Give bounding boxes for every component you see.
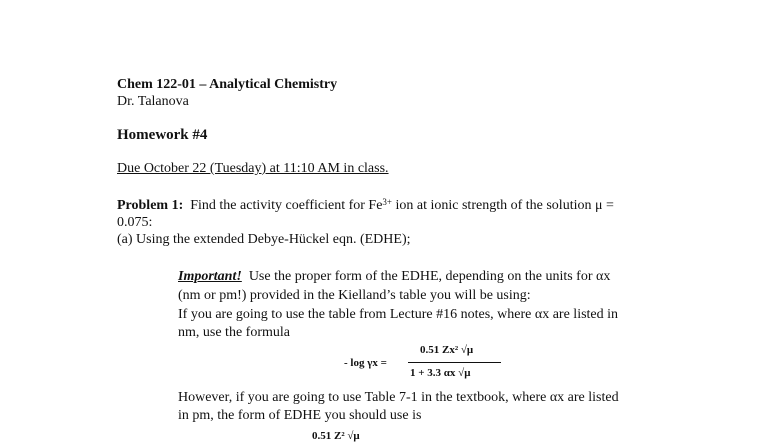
formula1-lhs: - log γx =	[344, 357, 387, 369]
formula2-numerator: 0.51 Z² √μ	[312, 430, 360, 442]
due-date: Due October 22 (Tuesday) at 11:10 AM in class.	[117, 161, 389, 176]
note-line3: If you are going to use the table from Lecture #16 notes, where αx are listed in	[178, 307, 619, 322]
note-line4: nm, use the formula	[178, 325, 290, 340]
note-line1-rest: Use the proper form of the EDHE, depending on the units for αx	[248, 269, 611, 284]
charge-superscript: 3+	[382, 197, 392, 207]
problem1-label: Problem 1:	[117, 198, 184, 213]
problem1-part-a: (a) Using the extended Debye-Hückel eqn. (EDHE);	[117, 232, 411, 247]
problem1-text-a: Find the activity coefficient for Fe	[190, 198, 383, 213]
note-line1	[178, 268, 610, 285]
course-title: Chem 122-01 – Analytical Chemistry	[117, 77, 338, 92]
problem1-line2: 0.075:	[117, 215, 153, 230]
instructor-name: Dr. Talanova	[117, 94, 189, 109]
note-line2: (nm or pm!) provided in the Kielland’s table you will be using:	[178, 288, 531, 303]
problem1-text-b: ion at ionic strength of the solution μ =	[395, 198, 614, 213]
note-line6: in pm, the form of EDHE you should use is	[178, 408, 422, 423]
formula1-numerator: 0.51 Zx² √μ	[420, 344, 474, 356]
problem1-line1	[117, 197, 614, 214]
important-label: Important!	[178, 269, 242, 284]
homework-title: Homework #4	[117, 127, 208, 143]
formula1-fraction-bar	[408, 362, 501, 363]
note-line5: However, if you are going to use Table 7-1 in the textbook, where αx are listed	[178, 390, 619, 405]
formula1-denominator: 1 + 3.3 αx √μ	[410, 367, 471, 379]
